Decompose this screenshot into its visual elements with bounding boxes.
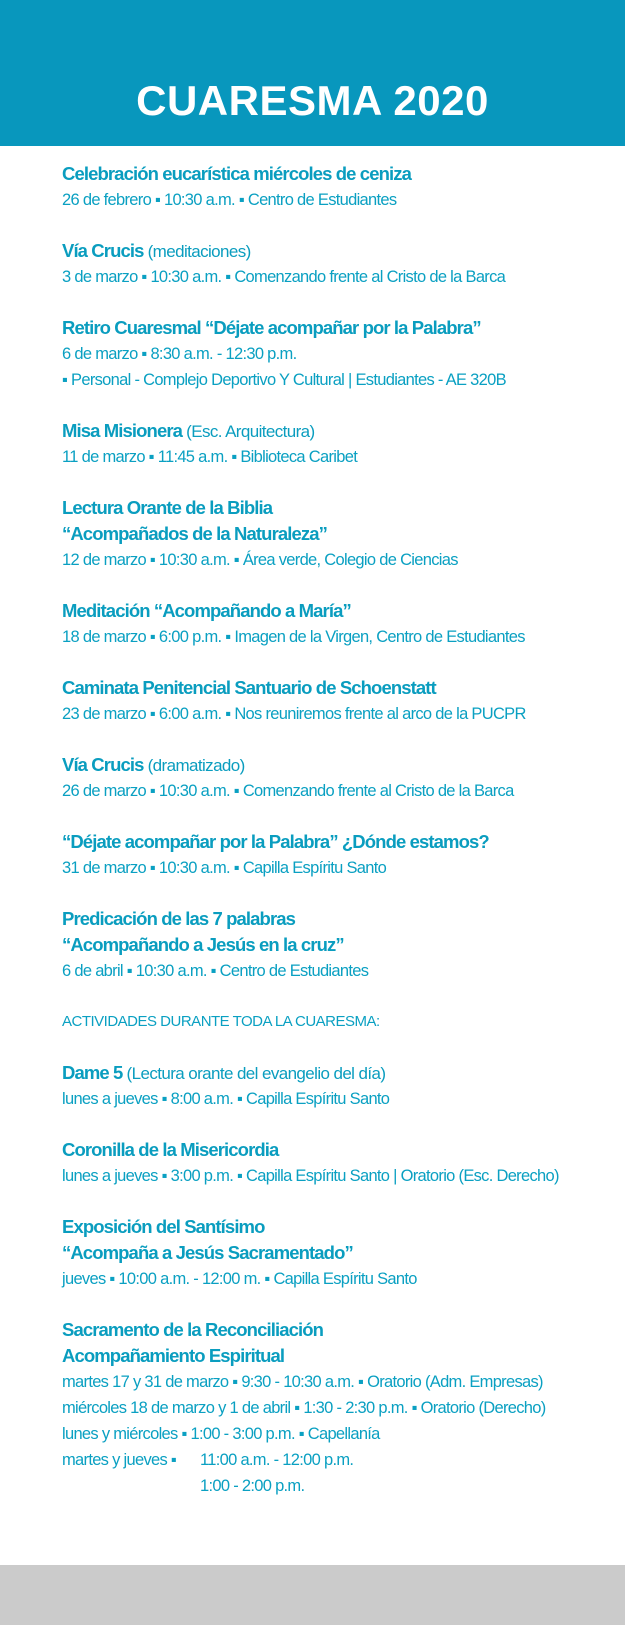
event-title [62,1317,622,1343]
event-block [62,906,622,984]
header-banner [0,0,625,146]
event-title [62,1214,622,1240]
event-title-text: Vía Crucis [62,240,144,261]
event-detail: 26 de marzo ▪ 10:30 a.m. ▪ Comenzando frente al Cristo de la Barca [62,782,514,800]
event-title-text: Coronilla de la Misericordia [62,1139,279,1160]
event-detail: ▪ Personal - Complejo Deportivo Y Cultural | Estudiantes - AE 320B [62,371,506,389]
event-block [62,161,622,213]
event-title-text: Misa Misionera [62,420,183,441]
event-title-text: Lectura Orante de la Biblia [62,497,273,518]
event-title [62,675,622,701]
event-title-text: Celebración eucarística miércoles de ceniza [62,163,411,184]
schedule-days: martes y jueves ▪ [62,1451,177,1469]
event-subtitle: Acompañamiento Espiritual [62,1345,285,1366]
event-block [62,598,622,650]
event-block [62,1214,622,1292]
event-title-text: Meditación “Acompañando a María” [62,600,351,621]
event-detail: 11 de marzo ▪ 11:45 a.m. ▪ Biblioteca Caribet [62,448,358,466]
section-label: ACTIVIDADES DURANTE TODA LA CUARESMA: [62,1013,380,1030]
event-detail: 31 de marzo ▪ 10:30 a.m. ▪ Capilla Espíritu Santo [62,859,387,877]
event-title-text: “Déjate acompañar por la Palabra” ¿Dónde estamos? [62,831,489,852]
event-detail: lunes a jueves ▪ 8:00 a.m. ▪ Capilla Espíritu Santo [62,1090,390,1108]
event-detail: 3 de marzo ▪ 10:30 a.m. ▪ Comenzando frente al Cristo de la Barca [62,268,506,286]
event-block [62,675,622,727]
event-title-text: Dame 5 [62,1062,123,1083]
event-title [62,829,622,855]
event-title [62,418,622,444]
event-title [62,1060,622,1086]
event-title [62,1137,622,1163]
event-title [62,906,622,932]
activity-list [62,1060,622,1499]
event-block [62,418,622,470]
event-detail: 6 de marzo ▪ 8:30 a.m. - 12:30 p.m. [62,345,297,363]
event-title [62,752,622,778]
event-title-note: (Esc. Arquitectura) [182,422,315,441]
event-title-note: (meditaciones) [143,242,251,261]
event-detail: martes 17 y 31 de marzo ▪ 9:30 - 10:30 a.m. ▪ Oratorio (Adm. Empresas) [62,1373,543,1391]
event-subtitle: “Acompañando a Jesús en la cruz” [62,934,344,955]
schedule [62,161,622,1524]
event-block [62,829,622,881]
event-subtitle: “Acompañados de la Naturaleza” [62,523,327,544]
event-detail: jueves ▪ 10:00 a.m. - 12:00 m. ▪ Capilla Espíritu Santo [62,1270,417,1288]
event-block [62,752,622,804]
event-block [62,1317,622,1499]
event-title-text: Sacramento de la Reconciliación [62,1319,324,1340]
event-title-text: Vía Crucis [62,754,144,775]
event-block [62,1060,622,1112]
event-detail: 6 de abril ▪ 10:30 a.m. ▪ Centro de Estudiantes [62,962,369,980]
event-detail: 23 de marzo ▪ 6:00 a.m. ▪ Nos reuniremos frente al arco de la PUCPR [62,705,526,723]
event-detail: 26 de febrero ▪ 10:30 a.m. ▪ Centro de Estudiantes [62,191,397,209]
event-title-text: Predicación de las 7 palabras [62,908,296,929]
schedule-time: 1:00 - 2:00 p.m. [200,1477,305,1495]
event-title-text: Caminata Penitencial Santuario de Schoenstatt [62,677,436,698]
schedule-time: 11:00 a.m. - 12:00 p.m. [200,1451,354,1469]
event-title-note: (dramatizado) [143,756,245,775]
page-title: CUARESMA 2020 [136,77,489,124]
event-detail [62,1447,622,1473]
event-detail: lunes a jueves ▪ 3:00 p.m. ▪ Capilla Espíritu Santo | Oratorio (Esc. Derecho) [62,1167,559,1185]
footer-bar [0,1565,625,1625]
event-title [62,161,622,187]
event-subtitle: “Acompaña a Jesús Sacramentado” [62,1242,353,1263]
event-block [62,238,622,290]
event-detail: lunes y miércoles ▪ 1:00 - 3:00 p.m. ▪ Capellanía [62,1425,380,1443]
event-title-text: Retiro Cuaresmal “Déjate acompañar por la Palabra” [62,317,481,338]
event-detail: 18 de marzo ▪ 6:00 p.m. ▪ Imagen de la Virgen, Centro de Estudiantes [62,628,525,646]
event-block [62,495,622,573]
event-title [62,598,622,624]
event-title [62,495,622,521]
event-detail: miércoles 18 de marzo y 1 de abril ▪ 1:30 - 2:30 p.m. ▪ Oratorio (Derecho) [62,1399,546,1417]
event-block [62,1137,622,1189]
event-title [62,238,622,264]
event-list [62,161,622,984]
event-title-note: (Lectura orante del evangelio del día) [122,1064,386,1083]
event-title [62,315,622,341]
event-detail: 12 de marzo ▪ 10:30 a.m. ▪ Área verde, Colegio de Ciencias [62,551,458,569]
event-title-text: Exposición del Santísimo [62,1216,265,1237]
event-block [62,315,622,393]
